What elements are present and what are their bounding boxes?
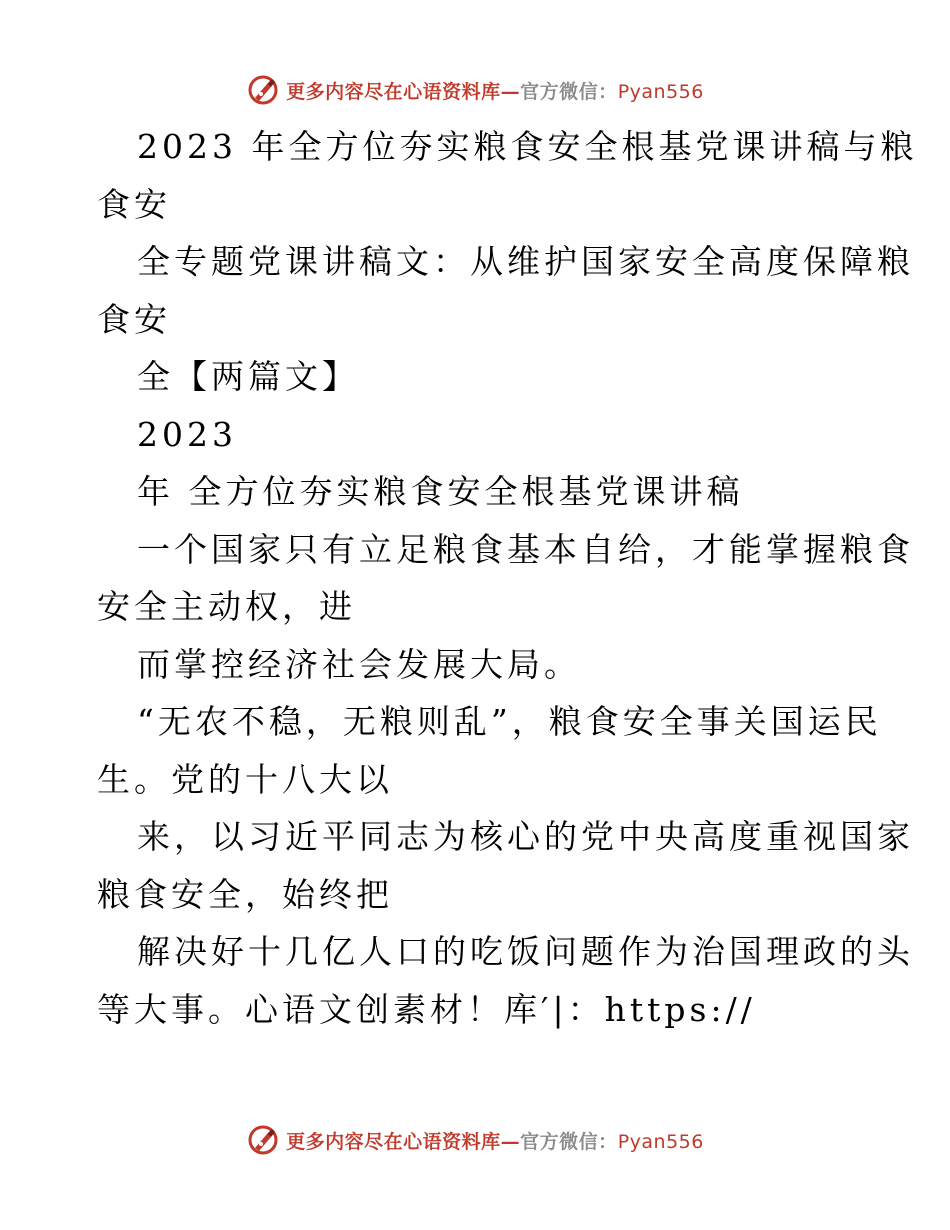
document-line: 全【两篇文】 bbox=[137, 357, 359, 396]
document-line: 2023 bbox=[137, 414, 237, 454]
watermark-text bbox=[286, 77, 704, 104]
watermark-wechat-id: Pyan556 bbox=[617, 1130, 704, 1153]
document-line: 生。党的十八大以 bbox=[97, 759, 393, 799]
document-line: 一个国家只有立足粮食基本自给，才能掌握粮食 bbox=[137, 529, 914, 569]
footer-watermark bbox=[0, 1122, 950, 1158]
document-line: 食安 bbox=[97, 184, 171, 224]
pen-circle-logo-icon bbox=[246, 1123, 280, 1157]
watermark-site-text: 更多内容尽在心语资料库 bbox=[286, 80, 501, 103]
watermark-wechat-label: 官方微信： bbox=[520, 80, 618, 103]
watermark-text bbox=[286, 1127, 704, 1154]
document-line: 等大事。心语文创素材！库′|：https:// bbox=[97, 989, 756, 1029]
watermark-separator: — bbox=[500, 80, 521, 103]
document-line: “无农不稳，无粮则乱”，粮食安全事关国运民 bbox=[137, 702, 882, 741]
watermark-site-text: 更多内容尽在心语资料库 bbox=[286, 1130, 501, 1153]
watermark-wechat-id: Pyan556 bbox=[617, 80, 704, 103]
document-body bbox=[97, 118, 918, 1038]
document-line: 解决好十几亿人口的吃饭问题作为治国理政的头 bbox=[137, 932, 914, 971]
document-line: 而掌控经济社会发展大局。 bbox=[137, 644, 581, 684]
document-line: 来，以习近平同志为核心的党中央高度重视国家 bbox=[137, 817, 914, 856]
document-line: 粮食安全，始终把 bbox=[97, 874, 393, 914]
pen-circle-logo-icon bbox=[246, 73, 280, 107]
watermark-separator: — bbox=[500, 1130, 521, 1153]
watermark-wechat-label: 官方微信： bbox=[520, 1130, 618, 1153]
header-watermark bbox=[0, 72, 950, 108]
document-line: 食安 bbox=[97, 299, 171, 339]
document-line: 年 全方位夯实粮食安全根基党课讲稿 bbox=[137, 472, 744, 511]
document-line: 安全主动权，进 bbox=[97, 587, 356, 626]
document-line: 全专题党课讲稿文：从维护国家安全高度保障粮 bbox=[137, 242, 914, 281]
document-line: 2023 年全方位夯实粮食安全根基党课讲稿与粮 bbox=[137, 127, 918, 166]
